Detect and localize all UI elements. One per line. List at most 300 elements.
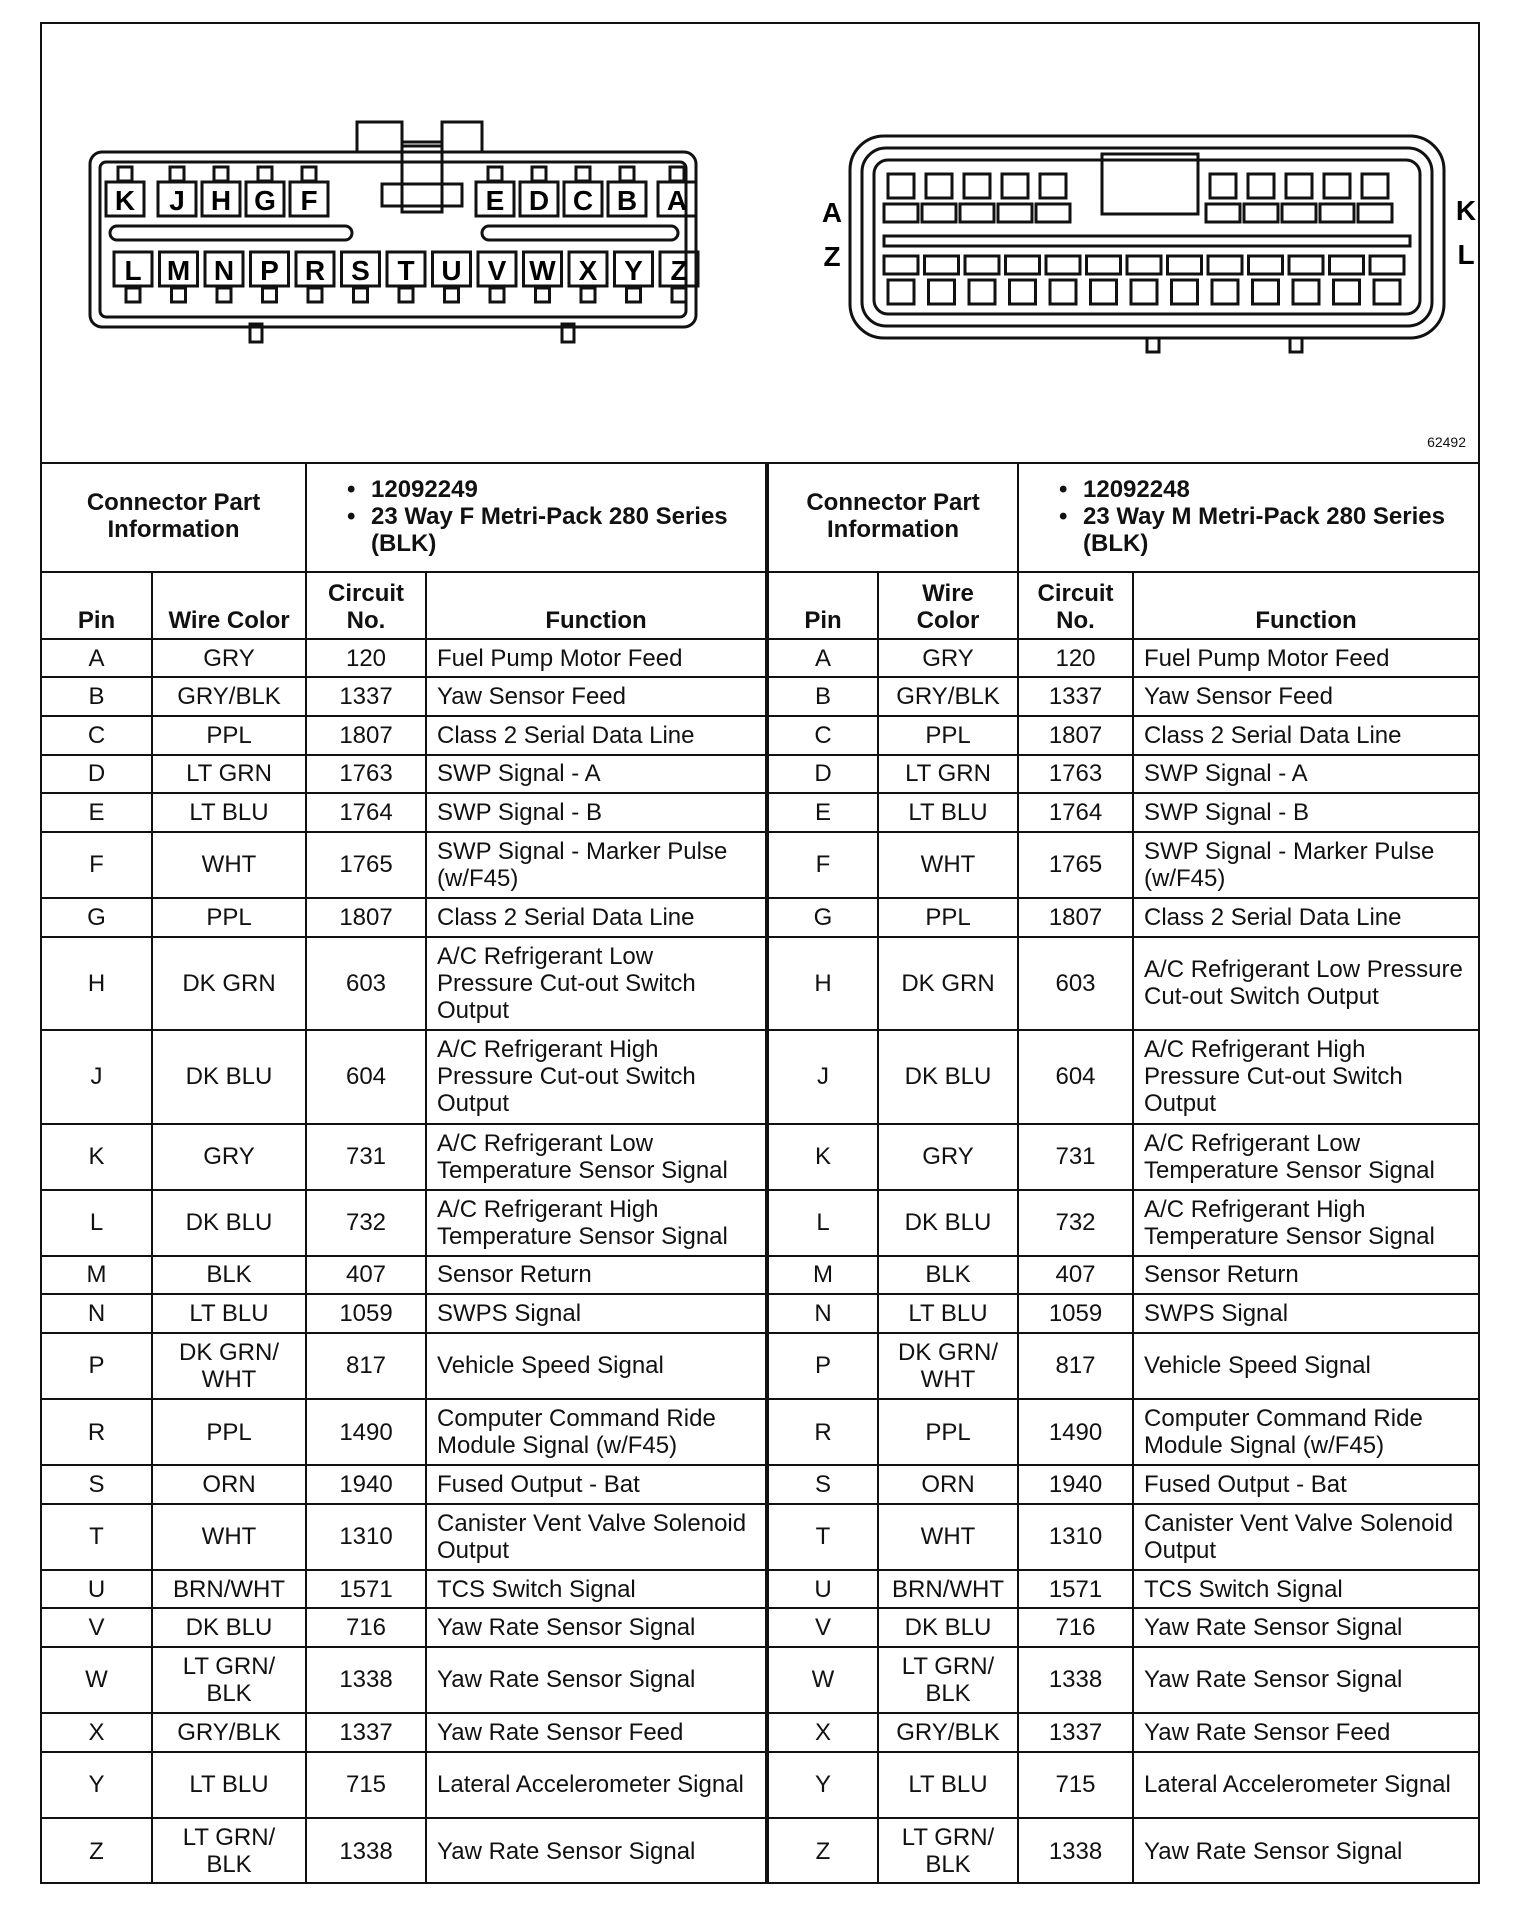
function-cell: SWP Signal - Marker Pulse (w/F45) (426, 832, 766, 898)
table-row (768, 937, 1478, 1031)
male-cavity (922, 204, 956, 222)
function-cell: SWP Signal - B (1133, 793, 1478, 832)
part-description: • 23 Way F Metri-Pack 280 Series (BLK) (347, 503, 755, 557)
function-cell: SWP Signal - B (426, 793, 766, 832)
circuit-cell: 1059 (306, 1294, 426, 1333)
connector-part-info (1018, 462, 1478, 572)
pin-cell: F (42, 832, 152, 898)
function-cell: Fuel Pump Motor Feed (426, 639, 766, 678)
table-row (768, 1399, 1478, 1465)
circuit-cell: 1940 (1018, 1465, 1133, 1504)
table-row (768, 1190, 1478, 1256)
table-row (42, 1647, 766, 1713)
wire-color-cell: DK GRN/ WHT (152, 1333, 306, 1399)
female-latch-bar (382, 184, 462, 206)
table-row (768, 1294, 1478, 1333)
female-pin-letter: L (124, 255, 142, 286)
col-header-circuit: Circuit No. (306, 572, 426, 639)
pinout-table-male (767, 462, 1478, 1884)
circuit-cell: 1310 (1018, 1504, 1133, 1570)
male-cavity (925, 256, 959, 274)
part-description: • 23 Way M Metri-Pack 280 Series (BLK) (1059, 503, 1468, 557)
pin-cell: F (768, 832, 878, 898)
female-pin-letter: G (254, 185, 276, 216)
female-terminal-slot (172, 288, 186, 302)
female-pin-letter: Z (670, 255, 688, 286)
pin-cell: T (42, 1504, 152, 1570)
table-row (42, 1752, 766, 1818)
table-row (42, 937, 766, 1031)
wire-color-cell: GRY/BLK (152, 1713, 306, 1752)
male-terminal (1002, 174, 1028, 198)
table-row (768, 677, 1478, 716)
pin-cell: N (42, 1294, 152, 1333)
circuit-cell: 715 (306, 1752, 426, 1818)
wire-color-cell: LT GRN/ BLK (878, 1647, 1018, 1713)
circuit-cell: 1807 (306, 898, 426, 937)
col-header-function: Function (426, 572, 766, 639)
function-cell: Class 2 Serial Data Line (1133, 716, 1478, 755)
pin-cell: A (768, 639, 878, 678)
table-row (42, 755, 766, 794)
wire-color-cell: DK BLU (152, 1190, 306, 1256)
table-row (42, 1190, 766, 1256)
male-cavity (998, 204, 1032, 222)
wire-color-cell: GRY (152, 1124, 306, 1190)
table-row (768, 898, 1478, 937)
female-terminal-slot (170, 167, 184, 181)
connector-info-label: Connector Part Information (768, 462, 1018, 572)
male-terminal (888, 280, 914, 304)
wire-color-cell: DK GRN/ WHT (878, 1333, 1018, 1399)
male-row-label: Z (823, 241, 841, 272)
pin-cell: X (42, 1713, 152, 1752)
male-cavity (1249, 256, 1283, 274)
circuit-cell: 407 (306, 1256, 426, 1295)
wire-color-cell: BRN/WHT (878, 1570, 1018, 1609)
col-header-wire-color: Wire Color (152, 572, 306, 639)
pin-cell: H (768, 937, 878, 1031)
male-terminal (1362, 174, 1388, 198)
function-cell: Lateral Accelerometer Signal (426, 1752, 766, 1818)
function-cell: Yaw Rate Sensor Feed (426, 1713, 766, 1752)
wire-color-cell: BRN/WHT (152, 1570, 306, 1609)
male-cavity (1046, 256, 1080, 274)
pin-cell: L (768, 1190, 878, 1256)
function-cell: SWP Signal - Marker Pulse (w/F45) (1133, 832, 1478, 898)
figure-id: 62492 (1427, 434, 1466, 450)
table-row (42, 716, 766, 755)
function-cell: A/C Refrigerant Low Pressure Cut-out Switch Output (426, 937, 766, 1031)
wire-color-cell: PPL (878, 716, 1018, 755)
circuit-cell: 603 (306, 937, 426, 1031)
wire-color-cell: DK BLU (152, 1030, 306, 1124)
table-row (768, 1030, 1478, 1124)
pin-cell: P (768, 1333, 878, 1399)
function-cell: Yaw Rate Sensor Signal (1133, 1647, 1478, 1713)
male-key-tab (1147, 338, 1159, 352)
table-row (768, 1752, 1478, 1818)
circuit-cell: 732 (1018, 1190, 1133, 1256)
male-cavity (1036, 204, 1070, 222)
circuit-cell: 715 (1018, 1752, 1133, 1818)
wire-color-cell: GRY/BLK (878, 1713, 1018, 1752)
table-row (42, 1608, 766, 1647)
male-terminal (1374, 280, 1400, 304)
table-row (768, 832, 1478, 898)
function-cell: SWPS Signal (426, 1294, 766, 1333)
circuit-cell: 731 (306, 1124, 426, 1190)
female-terminal-slot (214, 167, 228, 181)
col-header-pin: Pin (42, 572, 152, 639)
wire-color-cell: LT BLU (152, 1294, 306, 1333)
function-cell: A/C Refrigerant Low Temperature Sensor Signal (426, 1124, 766, 1190)
female-pin-letter: A (666, 185, 688, 216)
female-terminal-slot (263, 288, 277, 302)
pin-cell: Y (42, 1752, 152, 1818)
pin-cell: V (768, 1608, 878, 1647)
male-cavity (1282, 204, 1316, 222)
wire-color-cell: BLK (878, 1256, 1018, 1295)
circuit-cell: 1571 (1018, 1570, 1133, 1609)
wire-color-cell: GRY (878, 1124, 1018, 1190)
pin-cell: D (42, 755, 152, 794)
wire-color-cell: LT GRN/ BLK (152, 1818, 306, 1884)
function-cell: Lateral Accelerometer Signal (1133, 1752, 1478, 1818)
male-terminal (1210, 174, 1236, 198)
male-row-label: A (821, 197, 843, 228)
table-row (768, 1570, 1478, 1609)
table-row (42, 832, 766, 898)
function-cell: Yaw Sensor Feed (426, 677, 766, 716)
female-pin-letter: Y (624, 255, 643, 286)
male-row-label: L (1457, 239, 1475, 270)
connector-info-label: Connector Part Information (42, 462, 306, 572)
circuit-cell: 120 (306, 639, 426, 678)
pin-cell: K (42, 1124, 152, 1190)
function-cell: Yaw Rate Sensor Signal (426, 1608, 766, 1647)
function-cell: A/C Refrigerant Low Pressure Cut-out Switch Output (1133, 937, 1478, 1031)
pin-cell: H (42, 937, 152, 1031)
male-terminal (929, 280, 955, 304)
wire-color-cell: ORN (152, 1465, 306, 1504)
function-cell: A/C Refrigerant Low Temperature Sensor Signal (1133, 1124, 1478, 1190)
female-terminal-slot (308, 288, 322, 302)
wire-color-cell: LT GRN/ BLK (878, 1818, 1018, 1884)
table-row (42, 793, 766, 832)
table-row (768, 1256, 1478, 1295)
wire-color-cell: DK BLU (152, 1608, 306, 1647)
wire-color-cell: ORN (878, 1465, 1018, 1504)
female-terminal-slot (399, 288, 413, 302)
col-header-circuit: Circuit No. (1018, 572, 1133, 639)
female-pin-letter: R (304, 255, 326, 286)
circuit-cell: 1763 (306, 755, 426, 794)
male-terminal (1010, 280, 1036, 304)
male-cavity (960, 204, 994, 222)
table-row (42, 1124, 766, 1190)
pin-cell: J (42, 1030, 152, 1124)
male-cavity (1358, 204, 1392, 222)
wire-color-cell: LT GRN/ BLK (152, 1647, 306, 1713)
circuit-cell: 604 (306, 1030, 426, 1124)
circuit-cell: 1763 (1018, 755, 1133, 794)
pin-cell: G (42, 898, 152, 937)
function-cell: TCS Switch Signal (426, 1570, 766, 1609)
wire-color-cell: WHT (878, 832, 1018, 898)
wire-color-cell: PPL (152, 1399, 306, 1465)
circuit-cell: 1807 (1018, 898, 1133, 937)
wire-color-cell: WHT (152, 1504, 306, 1570)
pin-cell: S (42, 1465, 152, 1504)
table-row (768, 755, 1478, 794)
circuit-cell: 1807 (1018, 716, 1133, 755)
pin-cell: N (768, 1294, 878, 1333)
female-pin-letter: N (213, 255, 235, 286)
function-cell: Vehicle Speed Signal (1133, 1333, 1478, 1399)
pin-cell: X (768, 1713, 878, 1752)
male-cavity (1087, 256, 1121, 274)
circuit-cell: 1490 (1018, 1399, 1133, 1465)
male-cavity (1006, 256, 1040, 274)
function-cell: Vehicle Speed Signal (426, 1333, 766, 1399)
male-cavity (884, 204, 918, 222)
circuit-cell: 1940 (306, 1465, 426, 1504)
table-row (768, 639, 1478, 678)
male-terminal (1050, 280, 1076, 304)
circuit-cell: 1337 (1018, 677, 1133, 716)
male-cavity (1289, 256, 1323, 274)
pin-cell: G (768, 898, 878, 937)
table-row (42, 1030, 766, 1124)
female-pin-letter: U (441, 255, 462, 286)
pinout-tables (42, 462, 1478, 1884)
col-header-function: Function (1133, 572, 1478, 639)
male-terminal (1212, 280, 1238, 304)
table-row (42, 1256, 766, 1295)
male-terminal (969, 280, 995, 304)
female-terminal-slot (536, 288, 550, 302)
pin-cell: D (768, 755, 878, 794)
pin-cell: R (42, 1399, 152, 1465)
connector-diagram (42, 24, 1478, 464)
female-pin-letter: K (114, 185, 136, 216)
pin-cell: Z (768, 1818, 878, 1884)
function-cell: Sensor Return (1133, 1256, 1478, 1295)
female-pin-letter: D (528, 185, 550, 216)
female-terminal-slot (126, 288, 140, 302)
table-row (768, 1124, 1478, 1190)
male-terminal (1172, 280, 1198, 304)
female-terminal-slot (620, 167, 634, 181)
female-terminal-slot (354, 288, 368, 302)
male-terminal (1131, 280, 1157, 304)
function-cell: Yaw Rate Sensor Feed (1133, 1713, 1478, 1752)
function-cell: A/C Refrigerant High Temperature Sensor Signal (426, 1190, 766, 1256)
function-cell: Fused Output - Bat (1133, 1465, 1478, 1504)
female-terminal-slot (490, 288, 504, 302)
table-row (42, 898, 766, 937)
connector-drawing (42, 24, 1478, 462)
female-pin-letter: X (578, 255, 598, 286)
table-row (42, 1818, 766, 1884)
female-connector-latch (357, 122, 482, 152)
function-cell: Yaw Sensor Feed (1133, 677, 1478, 716)
circuit-cell: 604 (1018, 1030, 1133, 1124)
circuit-cell: 716 (306, 1608, 426, 1647)
female-terminal-slot (532, 167, 546, 181)
circuit-cell: 732 (306, 1190, 426, 1256)
connector-part-info (306, 462, 766, 572)
function-cell: SWPS Signal (1133, 1294, 1478, 1333)
female-pin-letter: M (166, 255, 191, 286)
table-row (42, 1294, 766, 1333)
wire-color-cell: LT BLU (878, 1294, 1018, 1333)
function-cell: A/C Refrigerant High Pressure Cut-out Switch Output (426, 1030, 766, 1124)
col-header-wire-color: Wire Color (878, 572, 1018, 639)
pin-cell: U (768, 1570, 878, 1609)
function-cell: Canister Vent Valve Solenoid Output (1133, 1504, 1478, 1570)
male-terminal (1286, 174, 1312, 198)
pin-cell: L (42, 1190, 152, 1256)
male-terminal (1091, 280, 1117, 304)
table-row (768, 716, 1478, 755)
female-pin-letter: W (529, 255, 556, 286)
pin-cell: T (768, 1504, 878, 1570)
table-row (42, 1399, 766, 1465)
male-cavity (1320, 204, 1354, 222)
male-terminal (1253, 280, 1279, 304)
circuit-cell: 1338 (1018, 1818, 1133, 1884)
female-pin-letter: J (169, 185, 185, 216)
function-cell: Yaw Rate Sensor Signal (426, 1818, 766, 1884)
female-pin-letter: B (616, 185, 638, 216)
table-row (42, 1713, 766, 1752)
pin-cell: Z (42, 1818, 152, 1884)
female-pin-letter: T (397, 255, 415, 286)
circuit-cell: 1764 (1018, 793, 1133, 832)
male-cavity (1168, 256, 1202, 274)
female-terminal-slot (258, 167, 272, 181)
male-cavity (1330, 256, 1364, 274)
wire-color-cell: DK BLU (878, 1030, 1018, 1124)
function-cell: A/C Refrigerant High Temperature Sensor Signal (1133, 1190, 1478, 1256)
pin-cell: A (42, 639, 152, 678)
table-row (42, 639, 766, 678)
female-row-divider (110, 226, 352, 240)
female-pin-letter: C (572, 185, 594, 216)
male-terminal (1334, 280, 1360, 304)
female-terminal-slot (488, 167, 502, 181)
female-terminal-slot (670, 167, 684, 181)
circuit-cell: 1059 (1018, 1294, 1133, 1333)
wire-color-cell: GRY (152, 639, 306, 678)
circuit-cell: 603 (1018, 937, 1133, 1031)
male-key-tab (1290, 338, 1302, 352)
male-cavity (1206, 204, 1240, 222)
wire-color-cell: PPL (878, 1399, 1018, 1465)
circuit-cell: 1764 (306, 793, 426, 832)
male-cavity (1244, 204, 1278, 222)
wire-color-cell: LT BLU (152, 1752, 306, 1818)
col-header-pin: Pin (768, 572, 878, 639)
male-cavity (884, 256, 918, 274)
circuit-cell: 817 (306, 1333, 426, 1399)
function-cell: Yaw Rate Sensor Signal (1133, 1818, 1478, 1884)
circuit-cell: 1337 (1018, 1713, 1133, 1752)
pinout-table-female (42, 462, 767, 1884)
circuit-cell: 1338 (306, 1647, 426, 1713)
circuit-cell: 1337 (306, 677, 426, 716)
function-cell: TCS Switch Signal (1133, 1570, 1478, 1609)
wire-color-cell: LT BLU (152, 793, 306, 832)
table-row (42, 1333, 766, 1399)
female-pin-letter: V (487, 255, 507, 286)
female-terminal-slot (445, 288, 459, 302)
wire-color-cell: DK GRN (152, 937, 306, 1031)
function-cell: Fused Output - Bat (426, 1465, 766, 1504)
circuit-cell: 120 (1018, 639, 1133, 678)
female-terminal-slot (302, 167, 316, 181)
female-terminal-slot (576, 167, 590, 181)
table-row (42, 677, 766, 716)
male-row-label: K (1455, 195, 1477, 226)
wire-color-cell: LT GRN (152, 755, 306, 794)
wire-color-cell: WHT (878, 1504, 1018, 1570)
function-cell: SWP Signal - A (426, 755, 766, 794)
male-cavity (965, 256, 999, 274)
pin-cell: E (768, 793, 878, 832)
pin-cell: M (42, 1256, 152, 1295)
table-row (768, 1647, 1478, 1713)
pin-cell: U (42, 1570, 152, 1609)
male-cavity (1208, 256, 1242, 274)
female-pin-letter: E (485, 185, 505, 216)
wire-color-cell: WHT (152, 832, 306, 898)
circuit-cell: 716 (1018, 1608, 1133, 1647)
circuit-cell: 731 (1018, 1124, 1133, 1190)
wire-color-cell: BLK (152, 1256, 306, 1295)
female-terminal-slot (581, 288, 595, 302)
male-cavity (1127, 256, 1161, 274)
male-row-divider (884, 236, 1410, 246)
female-row-divider (482, 226, 678, 240)
circuit-cell: 1310 (306, 1504, 426, 1570)
wire-color-cell: PPL (878, 898, 1018, 937)
pin-cell: K (768, 1124, 878, 1190)
circuit-cell: 1338 (306, 1818, 426, 1884)
male-connector-key (1102, 154, 1198, 214)
function-cell: SWP Signal - A (1133, 755, 1478, 794)
wire-color-cell: DK BLU (878, 1608, 1018, 1647)
male-terminal (1324, 174, 1350, 198)
wire-color-cell: PPL (152, 716, 306, 755)
pin-cell: M (768, 1256, 878, 1295)
function-cell: Canister Vent Valve Solenoid Output (426, 1504, 766, 1570)
table-row (768, 1713, 1478, 1752)
function-cell: Yaw Rate Sensor Signal (1133, 1608, 1478, 1647)
function-cell: Class 2 Serial Data Line (1133, 898, 1478, 937)
table-row (768, 793, 1478, 832)
function-cell: Computer Command Ride Module Signal (w/F45) (426, 1399, 766, 1465)
table-row (42, 1504, 766, 1570)
pin-cell: B (768, 677, 878, 716)
table-row (42, 1465, 766, 1504)
table-row (768, 1504, 1478, 1570)
wire-color-cell: GRY/BLK (878, 677, 1018, 716)
pin-cell: E (42, 793, 152, 832)
table-row (768, 1818, 1478, 1884)
